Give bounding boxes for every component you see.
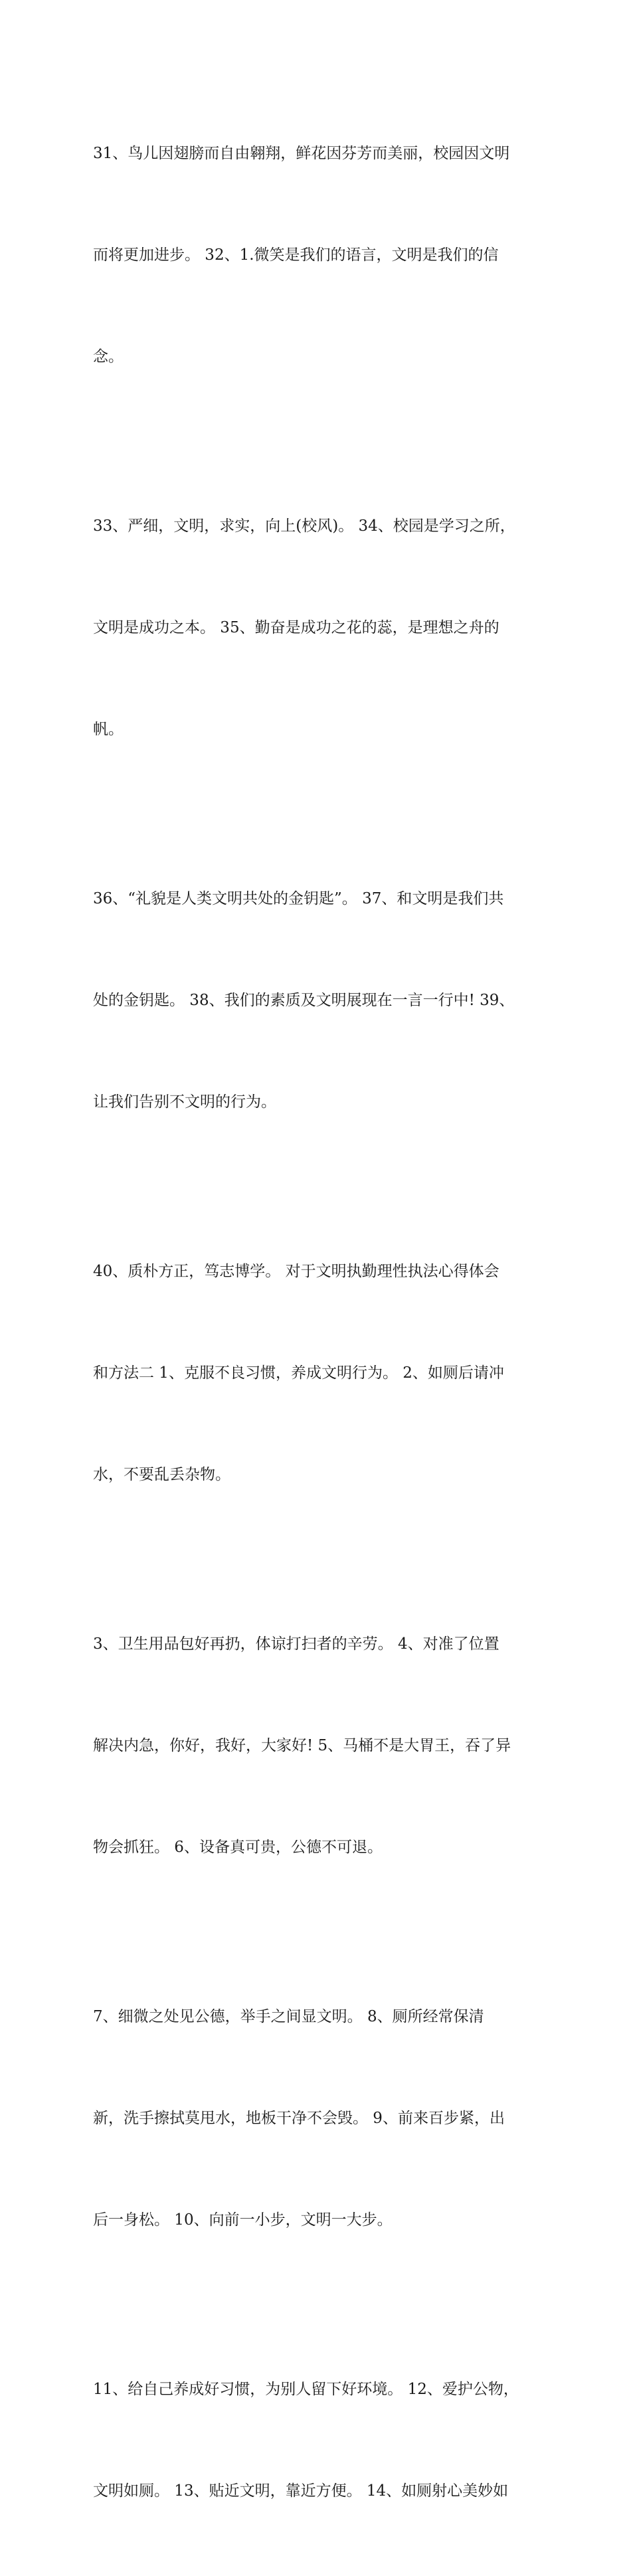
text-line: 帆。 — [93, 721, 124, 738]
text-line: 处的金钥匙。 38、我们的素质及文明展现在一言一行中! 39、 — [93, 992, 515, 1009]
paragraph-33 — [93, 442, 545, 814]
text-line: 和方法二 1、克服不良习惯，养成文明行为。 2、如厕后请冲 — [93, 1364, 504, 1382]
paragraph-3 — [93, 1560, 545, 1932]
text-line: 7、细微之处见公德，举手之间显文明。 8、厕所经常保清 — [93, 2008, 484, 2025]
paragraph-11 — [93, 2305, 545, 2576]
paragraph-36 — [93, 814, 545, 1187]
text-line: 31、鸟儿因翅膀而自由翱翔，鲜花因芬芳而美丽，校园因文明 — [93, 145, 510, 162]
text-line: 解决内急，你好，我好，大家好! 5、马桶不是大胃王，吞了异 — [93, 1737, 511, 1754]
text-line: 3、卫生用品包好再扔，体谅打扫者的辛劳。 4、对准了位置 — [93, 1635, 499, 1653]
text-line: 新，洗手擦拭莫甩水，地板干净不会毁。 9、前来百步紧，出 — [93, 2110, 505, 2127]
text-line: 33、严细，文明，求实，向上(校风)。 34、校园是学习之所， — [93, 517, 515, 535]
text-line: 水，不要乱丢杂物。 — [93, 1466, 230, 1483]
text-line: 念。 — [93, 348, 124, 365]
text-line: 40、质朴方正，笃志博学。 对于文明执勤理性执法心得体会 — [93, 1263, 499, 1280]
text-line: 而将更加进步。 32、1.微笑是我们的语言，文明是我们的信 — [93, 246, 499, 264]
text-line: 物会抓狂。 6、设备真可贵，公德不可退。 — [93, 1839, 383, 1856]
text-line: 后一身松。 10、向前一小步，文明一大步。 — [93, 2211, 393, 2229]
text-line: 文明是成功之本。 35、勤奋是成功之花的蕊，是理想之舟的 — [93, 619, 499, 636]
paragraph-31 — [93, 69, 545, 442]
paragraph-7 — [93, 1932, 545, 2305]
text-line: 文明如厕。 13、贴近文明，靠近方便。 14、如厕射心美妙如 — [93, 2482, 509, 2500]
text-line: 让我们告别不文明的行为。 — [93, 1093, 276, 1111]
text-line: 36、“礼貌是人类文明共处的金钥匙”。 37、和文明是我们共 — [93, 890, 504, 907]
text-line: 11、给自己养成好习惯，为别人留下好环境。 12、爱护公物， — [93, 2381, 519, 2398]
document-body — [93, 69, 545, 2576]
paragraph-40 — [93, 1187, 545, 1560]
